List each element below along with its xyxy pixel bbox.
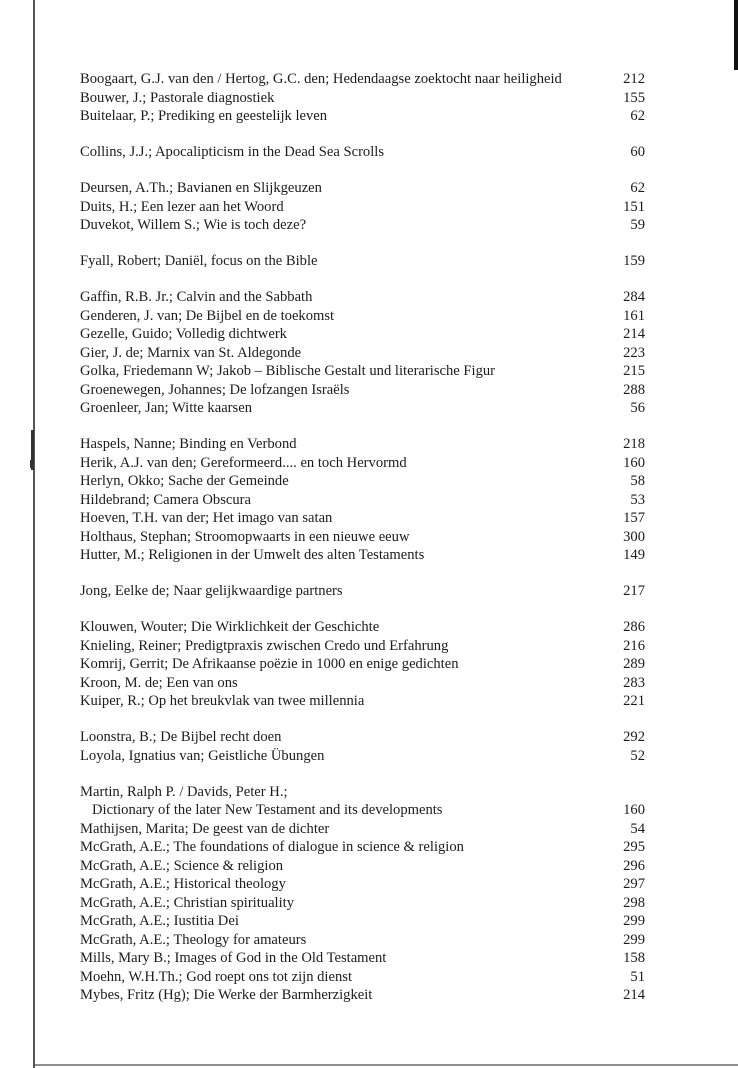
index-group-b xyxy=(80,70,645,126)
entry-page-number: 289 xyxy=(623,656,645,672)
entry-page-number: 59 xyxy=(630,217,645,233)
entry-page-number: 215 xyxy=(623,363,645,379)
entry-title: Knieling, Reiner; Predigtpraxis zwischen Credo und Erfahrung xyxy=(80,637,449,654)
entry-page-number: 299 xyxy=(623,913,645,929)
index-entry xyxy=(80,89,645,108)
entry-page-number: 212 xyxy=(623,71,645,87)
entry-page-number: 159 xyxy=(623,253,645,269)
index-entry xyxy=(80,931,645,950)
index-entry xyxy=(80,435,645,454)
index-entry xyxy=(80,143,645,162)
entry-title: McGrath, A.E.; Science & religion xyxy=(80,857,284,874)
index-group-g xyxy=(80,288,645,418)
entry-page-number: 151 xyxy=(623,198,645,215)
index-entry xyxy=(80,674,645,693)
entry-page-number: 297 xyxy=(623,876,645,892)
entry-page-number: 62 xyxy=(630,180,645,196)
entry-page-number: 158 xyxy=(623,950,645,966)
entry-title: Gaffin, R.B. Jr.; Calvin and the Sabbath xyxy=(80,289,313,305)
index-entry xyxy=(80,783,645,802)
entry-title: Dictionary of the later New Testament and its developments xyxy=(92,802,443,818)
entry-title: Golka, Friedemann W; Jakob – Biblische Gestalt und literarische Figur xyxy=(80,363,496,379)
index-entry xyxy=(80,472,645,491)
index-entry xyxy=(80,107,645,126)
index-entry xyxy=(80,986,645,1005)
entry-title: Haspels, Nanne; Binding en Verbond xyxy=(80,436,297,452)
index-entry xyxy=(80,70,645,89)
index-group-j xyxy=(80,582,645,601)
entry-title: Mills, Mary B.; Images of God in the Old Testament xyxy=(80,950,387,966)
entry-title: Komrij, Gerrit; De Afrikaanse poëzie in 1000 en enige gedichten xyxy=(80,656,459,672)
index-entry xyxy=(80,912,645,931)
entry-title: Groenleer, Jan; Witte kaarsen xyxy=(80,400,252,416)
entry-title: Gier, J. de; Marnix van St. Aldegonde xyxy=(80,344,302,361)
entry-title: Herik, A.J. van den; Gereformeerd.... en toch Hervormd xyxy=(80,454,407,471)
entry-title: McGrath, A.E.; Historical theology xyxy=(80,876,286,892)
entry-page-number: 216 xyxy=(623,637,645,654)
entry-title: Groenewegen, Johannes; De lofzangen Israëls xyxy=(80,381,350,398)
entry-page-number: 214 xyxy=(623,987,645,1003)
entry-title: McGrath, A.E.; The foundations of dialogue in science & religion xyxy=(80,839,464,855)
entry-title: Hutter, M.; Religionen in der Umwelt des alten Testaments xyxy=(80,547,425,563)
entry-page-number: 300 xyxy=(623,528,645,545)
entry-title: Martin, Ralph P. / Davids, Peter H.; xyxy=(80,783,288,800)
entry-title: Mathijsen, Marita; De geest van de dichter xyxy=(80,820,330,837)
entry-title: Duits, H.; Een lezer aan het Woord xyxy=(80,198,284,215)
index-group-c xyxy=(80,143,645,162)
index-entry xyxy=(80,857,645,876)
index-entry xyxy=(80,894,645,913)
entry-page-number: 62 xyxy=(630,108,645,124)
index-entry xyxy=(80,454,645,473)
index-entry xyxy=(80,399,645,418)
index-entry xyxy=(80,491,645,510)
entry-page-number: 155 xyxy=(623,89,645,106)
index-entry xyxy=(80,949,645,968)
index-entry xyxy=(80,618,645,637)
entry-page-number: 214 xyxy=(623,326,645,342)
index-entry xyxy=(80,509,645,528)
index-entry xyxy=(80,216,645,235)
entry-page-number: 223 xyxy=(623,344,645,361)
index-entry xyxy=(80,288,645,307)
entry-title: Loyola, Ignatius van; Geistliche Übungen xyxy=(80,747,325,764)
index-entry xyxy=(80,875,645,894)
entry-title: Buitelaar, P.; Prediking en geestelijk leven xyxy=(80,108,328,124)
entry-title: Duvekot, Willem S.; Wie is toch deze? xyxy=(80,217,307,233)
entry-page-number: 217 xyxy=(623,583,645,599)
entry-page-number: 283 xyxy=(623,674,645,691)
entry-page-number: 52 xyxy=(630,747,645,764)
entry-page-number: 298 xyxy=(623,894,645,911)
entry-title: McGrath, A.E.; Iustitia Dei xyxy=(80,913,239,929)
index-group-k xyxy=(80,618,645,711)
entry-page-number: 299 xyxy=(623,931,645,948)
entry-page-number: 284 xyxy=(623,289,645,305)
entry-title: Genderen, J. van; De Bijbel en de toekomst xyxy=(80,307,335,324)
index-entry xyxy=(80,655,645,674)
entry-title: Deursen, A.Th.; Bavianen en Slijkgeuzen xyxy=(80,180,322,196)
index-entry xyxy=(80,381,645,400)
index-entry xyxy=(80,582,645,601)
index-entry xyxy=(80,179,645,198)
entry-page-number: 160 xyxy=(623,802,645,818)
index-entry xyxy=(80,801,645,820)
entry-title: McGrath, A.E.; Christian spirituality xyxy=(80,894,295,911)
book-index xyxy=(80,70,645,1022)
entry-page-number: 60 xyxy=(630,144,645,160)
entry-title: Klouwen, Wouter; Die Wirklichkeit der Geschichte xyxy=(80,619,380,635)
entry-title: Boogaart, G.J. van den / Hertog, G.C. den; Hedendaagse zoektocht naar heiligheid xyxy=(80,71,562,87)
entry-page-number: 160 xyxy=(623,454,645,471)
entry-title: Moehn, W.H.Th.; God roept ons tot zijn dienst xyxy=(80,968,352,985)
scan-bottom-edge xyxy=(34,1064,738,1066)
entry-page-number: 288 xyxy=(623,381,645,398)
entry-page-number: 292 xyxy=(623,729,645,745)
index-entry xyxy=(80,820,645,839)
entry-title: Kuiper, R.; Op het breukvlak van twee millennia xyxy=(80,693,365,709)
entry-page-number: 53 xyxy=(630,491,645,508)
entry-title: Kroon, M. de; Een van ons xyxy=(80,674,238,691)
entry-page-number: 295 xyxy=(623,839,645,855)
entry-page-number: 56 xyxy=(630,400,645,416)
scan-edge-mark xyxy=(30,460,33,468)
index-group-d xyxy=(80,179,645,235)
index-group-f xyxy=(80,252,645,271)
index-entry xyxy=(80,968,645,987)
index-group-m xyxy=(80,783,645,1005)
entry-page-number: 161 xyxy=(623,307,645,324)
index-entry xyxy=(80,344,645,363)
entry-title: Holthaus, Stephan; Stroomopwaarts in een nieuwe eeuw xyxy=(80,528,410,545)
entry-page-number: 296 xyxy=(623,857,645,874)
entry-title: Herlyn, Okko; Sache der Gemeinde xyxy=(80,473,289,489)
index-entry xyxy=(80,546,645,565)
scan-top-right-mark xyxy=(734,0,738,70)
entry-page-number: 286 xyxy=(623,619,645,635)
entry-page-number: 218 xyxy=(623,436,645,452)
entry-page-number: 149 xyxy=(623,547,645,563)
entry-page-number: 221 xyxy=(623,693,645,709)
index-entry xyxy=(80,838,645,857)
index-group-l xyxy=(80,728,645,765)
index-entry xyxy=(80,307,645,326)
entry-title: Hildebrand; Camera Obscura xyxy=(80,491,252,508)
scan-left-edge xyxy=(33,0,35,1068)
index-entry xyxy=(80,528,645,547)
index-entry xyxy=(80,728,645,747)
entry-title: McGrath, A.E.; Theology for amateurs xyxy=(80,931,307,948)
index-entry xyxy=(80,692,645,711)
entry-title: Loonstra, B.; De Bijbel recht doen xyxy=(80,729,282,745)
entry-page-number: 54 xyxy=(630,820,645,837)
entry-title: Jong, Eelke de; Naar gelijkwaardige partners xyxy=(80,583,343,599)
index-entry xyxy=(80,637,645,656)
entry-title: Gezelle, Guido; Volledig dichtwerk xyxy=(80,326,287,342)
entry-title: Hoeven, T.H. van der; Het imago van satan xyxy=(80,510,333,526)
index-entry xyxy=(80,747,645,766)
entry-page-number: 51 xyxy=(630,968,645,985)
entry-title: Collins, J.J.; Apocalipticism in the Dead Sea Scrolls xyxy=(80,144,385,160)
index-entry xyxy=(80,198,645,217)
entry-title: Mybes, Fritz (Hg); Die Werke der Barmherzigkeit xyxy=(80,987,373,1003)
entry-page-number: 157 xyxy=(623,510,645,526)
entry-title: Bouwer, J.; Pastorale diagnostiek xyxy=(80,89,275,106)
index-entry xyxy=(80,325,645,344)
entry-page-number: 58 xyxy=(630,473,645,489)
index-entry xyxy=(80,362,645,381)
entry-title: Fyall, Robert; Daniël, focus on the Bible xyxy=(80,253,318,269)
index-group-h xyxy=(80,435,645,565)
index-entry xyxy=(80,252,645,271)
